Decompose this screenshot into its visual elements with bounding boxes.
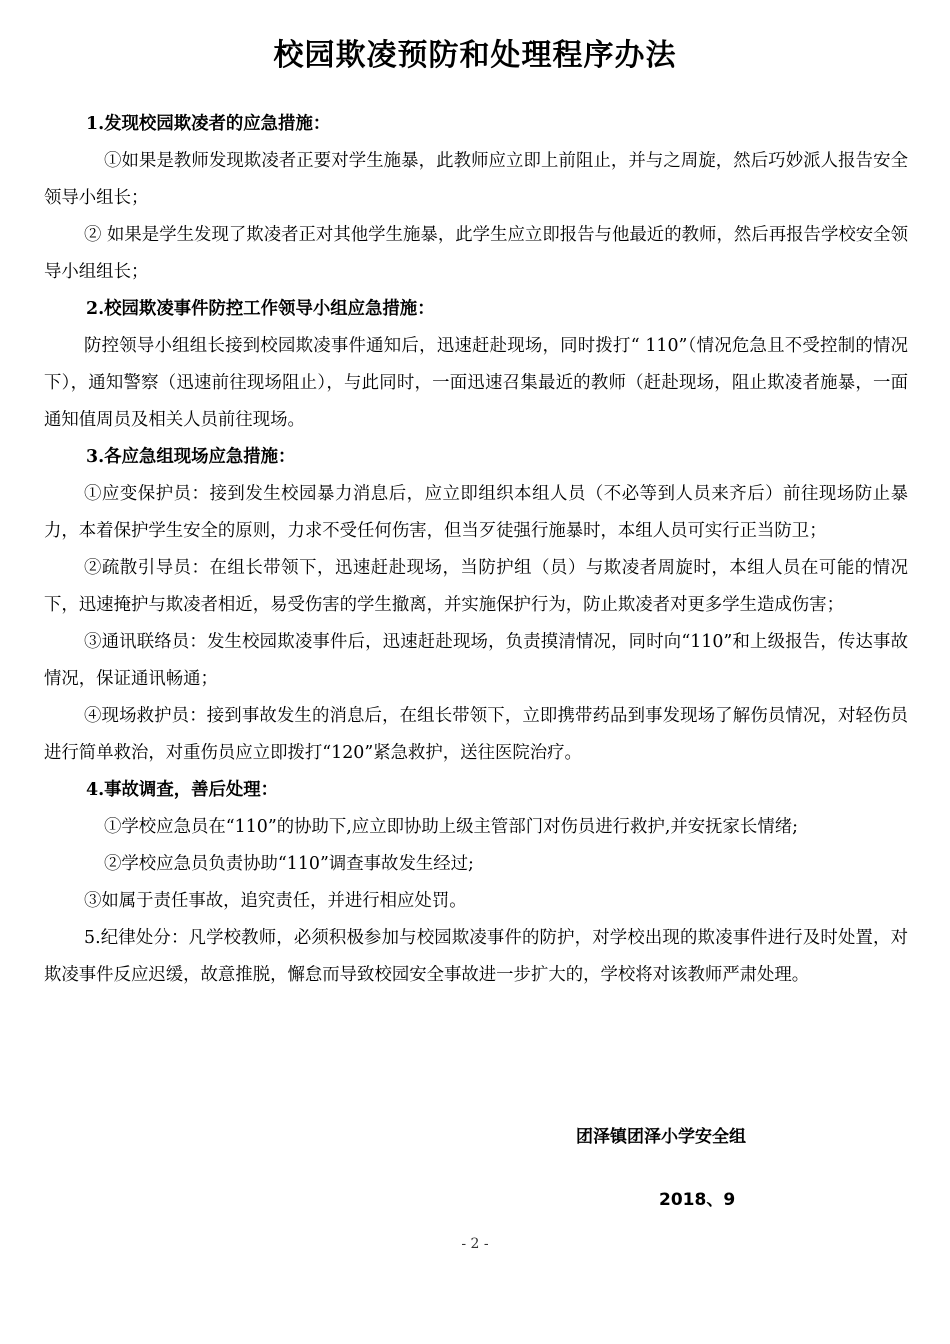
section-paragraph: ④现场救护员：接到事故发生的消息后，在组长带领下，立即携带药品到事发现场了解伤员情况，对轻伤员进行简单救治，对重伤员应立即拨打“120”紧急救护，送往医院治疗。 [44,706,908,763]
section-paragraph: ①学校应急员在“110”的协助下,应立即协助上级主管部门对伤员进行救护,并安抚家长情绪; [104,817,798,837]
section-heading: 3.各应急组现场应急措施： [86,447,296,467]
section-heading: 2.校园欺凌事件防控工作领导小组应急措施： [86,299,435,319]
section-paragraph: 5.纪律处分：凡学校教师，必须积极参加与校园欺凌事件的防护，对学校出现的欺凌事件进行及时处置，对欺凌事件反应迟缓，故意推脱，懈怠而导致校园安全事故进一步扩大的，学校将对该教师严肃处理。 [44,928,908,985]
section-paragraph: ①应变保护员：接到发生校园暴力消息后，应立即组织本组人员（不必等到人员来齐后）前往现场防止暴力，本着保护学生安全的原则，力求不受任何伤害，但当歹徒强行施暴时，本组人员可实行正当防卫； [44,484,908,541]
signature-organization: 团泽镇团泽小学安全组 [576,1127,746,1147]
section-heading: 1.发现校园欺凌者的应急措施： [86,114,331,134]
section-paragraph: ②学校应急员负责协助“110”调查事故发生经过; [104,854,474,874]
signature-date: 2018、9 [659,1190,736,1210]
document-body [44,106,908,994]
page-number: - 2 - [461,1236,489,1252]
document-title: 校园欺凌预防和处理程序办法 [273,38,677,73]
section-paragraph: 防控领导小组组长接到校园欺凌事件通知后，迅速赶赴现场，同时拨打“ 110”（情况危急且不受控制的情况下），通知警察（迅速前往现场阻止），与此同时，一面迅速召集最近的教师（赶赴现场，阻止欺凌者施暴，一面通知值周员及相关人员前往现场。 [44,336,908,430]
section-paragraph: ③通讯联络员：发生校园欺凌事件后，迅速赶赴现场，负责摸清情况，同时向“110”和上级报告，传达事故情况，保证通讯畅通； [44,632,908,689]
section-heading: 4.事故调查，善后处理： [86,780,279,800]
section-paragraph: ②疏散引导员：在组长带领下，迅速赶赴现场，当防护组（员）与欺凌者周旋时，本组人员在可能的情况下，迅速掩护与欺凌者相近，易受伤害的学生撤离，并实施保护行为，防止欺凌者对更多学生造成伤害； [44,558,908,615]
section-paragraph: ② 如果是学生发现了欺凌者正对其他学生施暴，此学生应立即报告与他最近的教师，然后再报告学校安全领导小组组长； [44,225,908,282]
section-paragraph: ①如果是教师发现欺凌者正要对学生施暴，此教师应立即上前阻止，并与之周旋，然后巧妙派人报告安全领导小组长； [44,151,908,208]
section-paragraph: ③如属于责任事故，追究责任，并进行相应处罚。 [84,891,467,911]
